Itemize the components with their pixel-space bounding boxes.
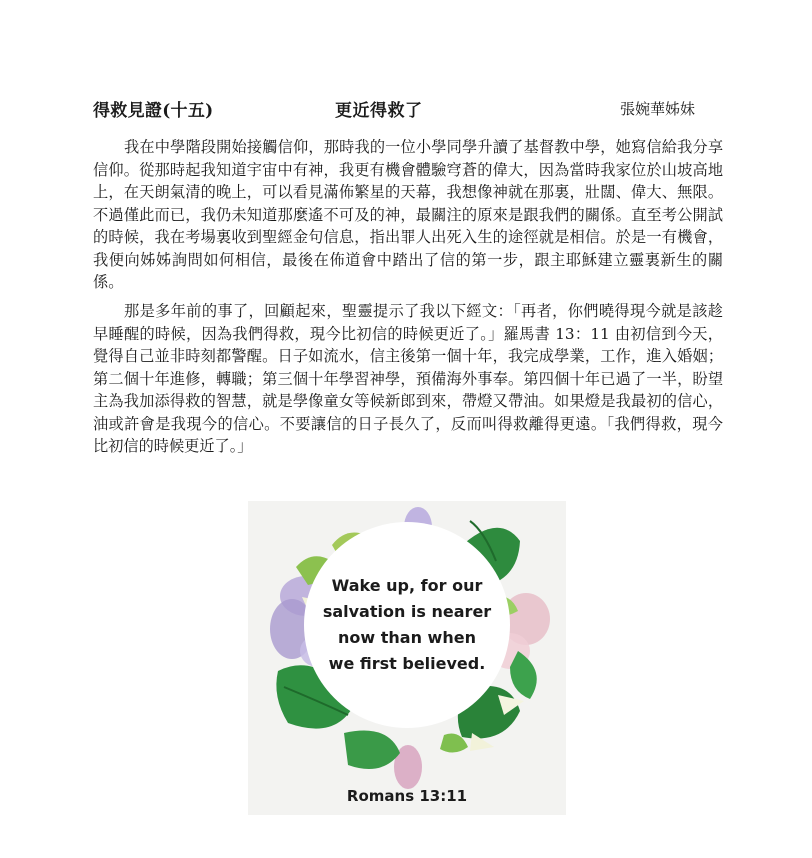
author-name: 張婉華姊妹 [620, 100, 696, 118]
scripture-reference: Romans 13:11 [346, 787, 468, 805]
document-title: 得救見證(十五) [93, 101, 214, 121]
body-paragraph: 那是多年前的事了，回顧起來，聖靈提示了我以下經文：「再者，你們曉得現今就是該趁早睡醒的時候，因為我們得救，現今比初信的時候更近了。」羅馬書 13：11 由初信到今天，覺得自己並非時刻都警醒。日子如流水，信主後第一個十年，我完成學業，工作，進入婚姻；第二個十年進修，轉職；第三個十年學習神學，預備海外事奉。第四個十年已過了一半，盼望主為我加添得救的智慧，就是學像童女等候新郎到來，帶燈又帶油。如果燈是我最初的信心，油或許會是我現今的信心。不要讓信的日子長久了，反而叫得救離得更遠。「我們得救，現今比初信的時候更近了。」 [93, 302, 723, 455]
document-header [93, 96, 713, 120]
scripture-poster-image [248, 501, 566, 815]
scripture-verse-text: Wake up, for our salvation is nearer now than when we first believed. [322, 576, 492, 673]
document-subtitle: 更近得救了 [335, 101, 423, 121]
body-paragraph: 我在中學階段開始接觸信仰，那時我的一位小學同學升讀了基督教中學，她寫信給我分享信仰。從那時起我知道宇宙中有神，我更有機會體驗穹蒼的偉大，因為當時我家位於山坡高地上，在天朗氣清的晚上，可以看見滿佈繁星的天幕，我想像神就在那裏，壯闊、偉大、無限。不過僅此而已，我仍未知道那麼遙不可及的神，最關注的原來是跟我們的關係。直至考公開試的時候，我在考場裏收到聖經金句信息，指出罪人出死入生的途徑就是相信。於是一有機會，我便向姊姊詢問如何相信，最後在佈道會中踏出了信的第一步，跟主耶穌建立靈裏新生的關係。 [93, 138, 723, 291]
